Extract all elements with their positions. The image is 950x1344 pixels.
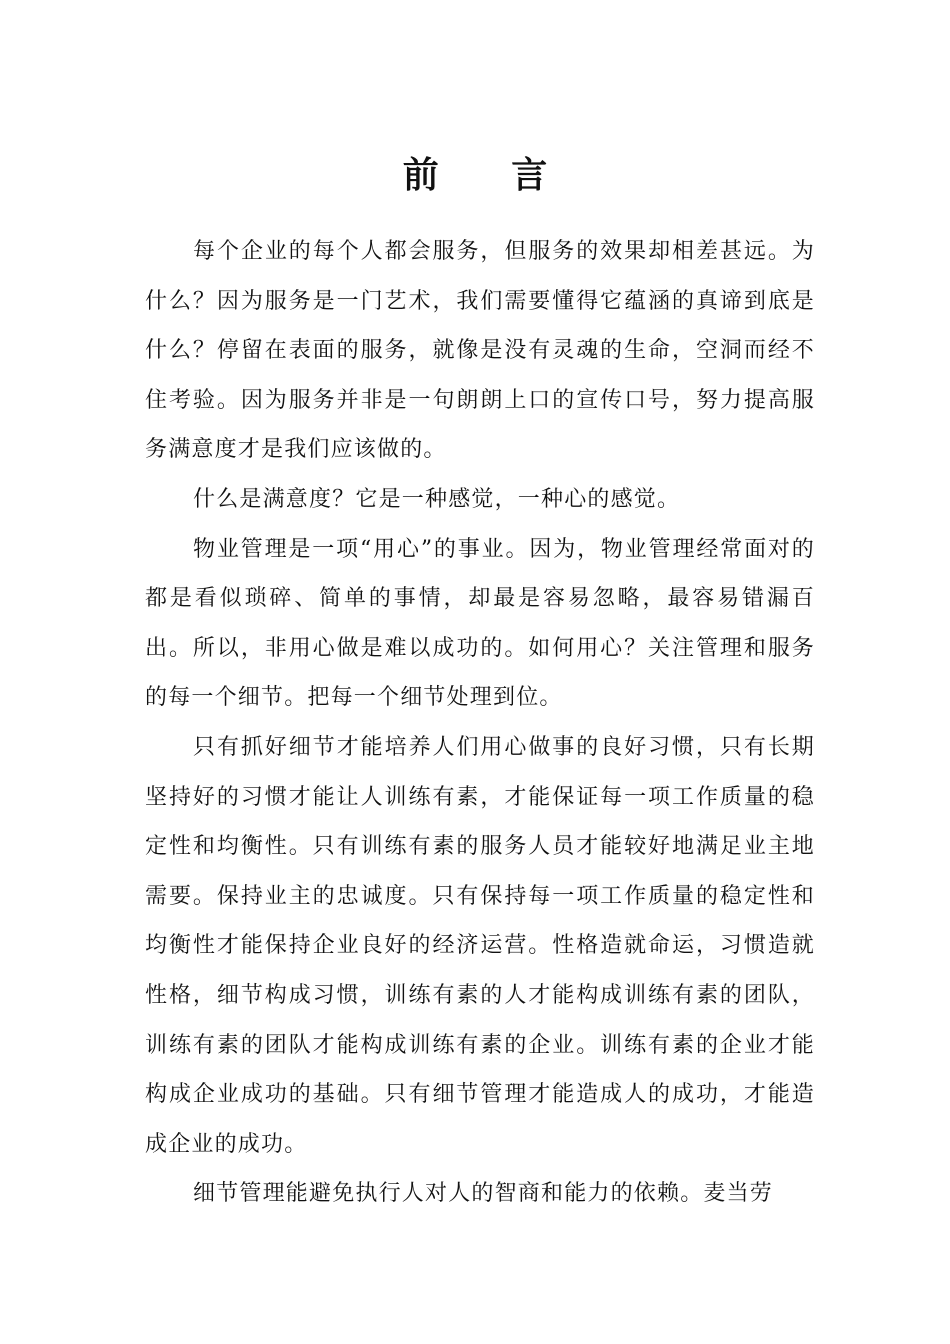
paragraph-details-habits: 只有抓好细节才能培养人们用心做事的良好习惯，只有长期坚持好的习惯才能让人训练有素，才能保证每一项工作质量的稳定性和均衡性。只有训练有素的服务人员才能较好地满足业主地需要。保持业主的忠诚度。只有保持每一项工作质量的稳定性和均衡性才能保持企业良好的经济运营。性格造就命运，习惯造就性格，细节构成习惯，训练有素的人才能构成训练有素的团队，训练有素的团队才能构成训练有素的企业。训练有素的企业才能构成企业成功的基础。只有细节管理才能造成人的成功，才能造成企业的成功。 [145, 734, 815, 1157]
paragraph-property-management: 物业管理是一项“用心”的事业。因为，物业管理经常面对的都是看似琐碎、简单的事情，却最是容易忽略，最容易错漏百出。所以，非用心做是难以成功的。如何用心？关注管理和服务的每一个细节。把每一个细节处理到位。 [145, 536, 815, 711]
page-title: 前 言 [402, 155, 578, 197]
paragraph-detail-management: 细节管理能避免执行人对人的智商和能力的依赖。麦当劳 [193, 1181, 774, 1207]
paragraph-satisfaction: 什么是满意度？它是一种感觉，一种心的感觉。 [193, 486, 681, 512]
paragraph-service-art: 每个企业的每个人都会服务，但服务的效果却相差甚远。为什么？因为服务是一门艺术，我们需要懂得它蕴涵的真谛到底是什么？停留在表面的服务，就像是没有灵魂的生命，空洞而经不住考验。因为服务并非是一句朗朗上口的宣传口号，努力提高服务满意度才是我们应该做的。 [145, 239, 815, 463]
preface-body [145, 227, 815, 1219]
